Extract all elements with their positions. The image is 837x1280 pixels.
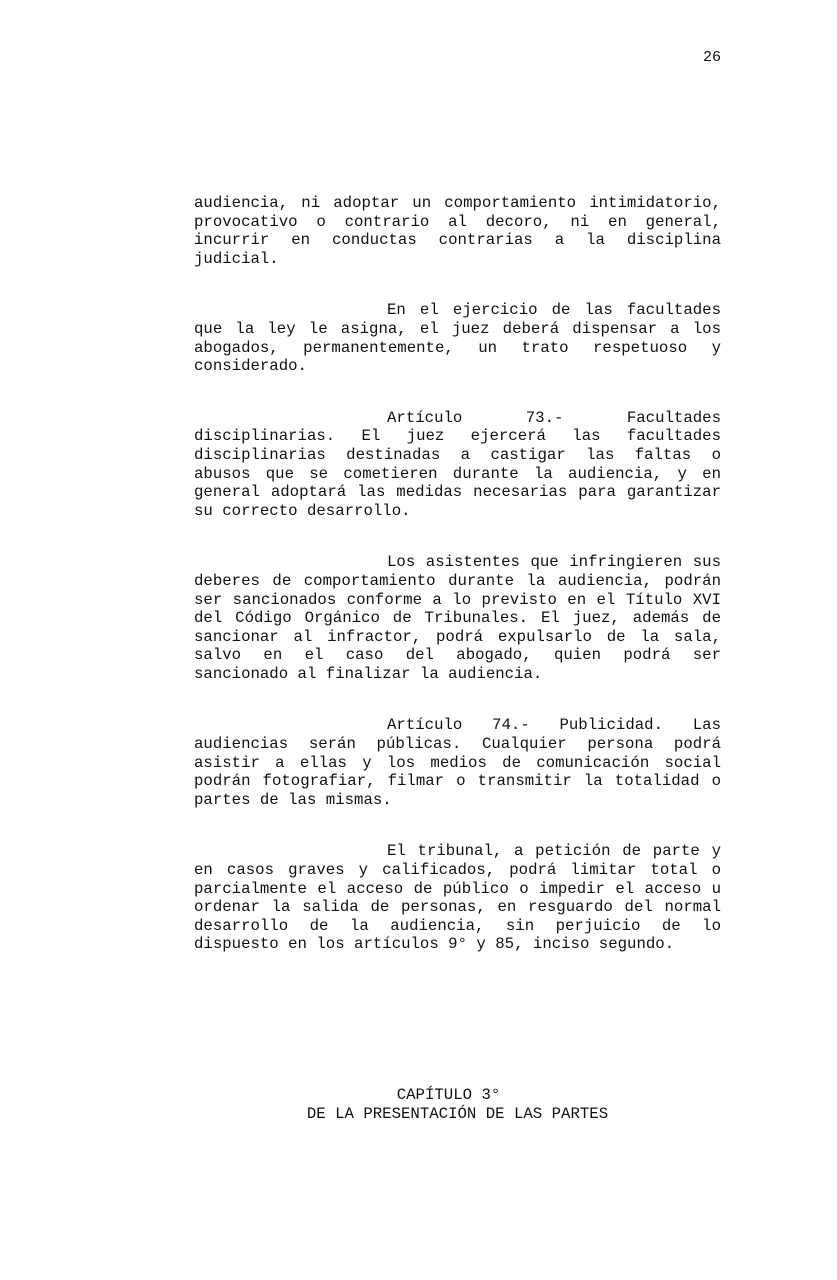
paragraph-articulo-73: Artículo 73.- Facultades disciplinarias. El juez ejercerá las facultades disciplinarias destinadas a castigar las faltas o abusos que se cometieren durante la audiencia, y en general adoptará las medidas necesarias para garantizar su correcto desarrollo. xyxy=(194,408,721,520)
chapter-number: CAPÍTULO 3° xyxy=(396,1086,501,1104)
chapter-title: DE LA PRESENTACIÓN DE LAS PARTES xyxy=(306,1105,609,1123)
paragraph-tribunal: El tribunal, a petición de parte y en casos graves y calificados, podrá limitar total o parcialmente el acceso de público o impedir el acceso u ordenar la salida de personas, en resguardo del normal desarrollo de la audiencia, sin perjuicio de lo dispuesto en los artículos 9° y 85, inciso segundo. xyxy=(194,842,721,954)
paragraph-facultades: En el ejercicio de las facultades que la ley le asigna, el juez deberá dispensar a los abogados, permanentemente, un trato respetuoso y considerado. xyxy=(194,301,721,376)
paragraph-articulo-74: Artículo 74.- Publicidad. Las audiencias serán públicas. Cualquier persona podrá asistir a ellas y los medios de comunicación social podrán fotografiar, filmar o transmitir la totalidad o partes de las mismas. xyxy=(194,716,721,809)
chapter-heading xyxy=(0,1086,837,1124)
paragraph-continuation: audiencia, ni adoptar un comportamiento intimidatorio, provocativo o contrario al decoro, ni en general, incurrir en conductas contrarias a la disciplina judicial. xyxy=(194,194,721,268)
paragraph-asistentes: Los asistentes que infringieren sus deberes de comportamiento durante la audiencia, podrán ser sancionados conforme a lo previsto en el Título XVI del Código Orgánico de Tribunales. El juez, además de sancionar al infractor, podrá expulsarlo de la sala, salvo en el caso del abogado, quien podrá ser sancionado al finalizar la audiencia. xyxy=(194,553,721,683)
document-body xyxy=(194,194,721,987)
page-number: 26 xyxy=(702,49,721,66)
